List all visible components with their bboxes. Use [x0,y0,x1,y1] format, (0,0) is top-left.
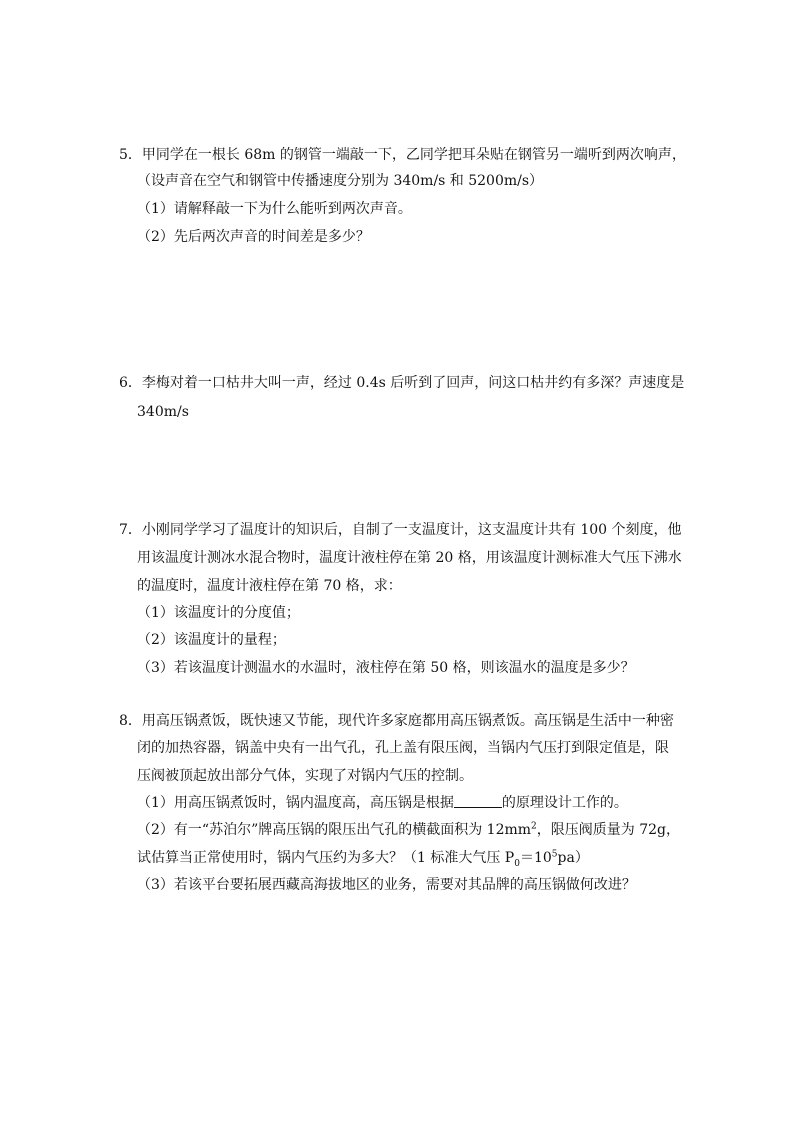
q7-line2: 用该温度计测冰水混合物时，温度计液柱停在第 20 格，用该温度计测标准大气压下沸水 [137,550,682,566]
q8-sub3: （3）若该平台要拓展西藏高海拔地区的业务，需要对其品牌的高压锅做何改进？ [137,877,636,893]
q8-line1 [119,712,674,730]
q7-sub2: （2）该温度计的量程； [137,632,286,648]
q8-line2: 闭的加热容器，锅盖中央有一出气孔，孔上盖有限压阀，当锅内气压打到限定值是，限 [137,740,669,756]
q6-text-1: 李梅对着一口枯井大叫一声，经过 0.4s 后听到了回声，问这口枯井约有多深？声速度是 [141,375,685,391]
q5-sub2: （2）先后两次声音的时间差是多少？ [137,229,370,245]
q8-sub2-text-a: （2）有一“苏泊尔”牌高压锅的限压出气孔的横截面积为 12mm [137,822,532,838]
q8-sub2-line2 [137,849,589,867]
q6-number: 6． [119,375,142,391]
q8-sub2-line2-superscript: 5 [551,849,558,860]
q7-sub1: （1）该温度计的分度值； [137,605,300,621]
q5-line2: （设声音在空气和钢管中传播速度分别为 340m/s 和 5200m/s） [137,173,544,189]
q8-sub1-text-a: （1）用高压锅煮饭时，锅内温度高，高压锅是根据 [137,795,454,811]
q8-sub2-line2-subscript: 0 [514,858,520,869]
q7-text-1: 小刚同学学习了温度计的知识后，自制了一支温度计，这支温度计共有 100 个刻度，他 [141,522,682,538]
q8-sub2-superscript: 2 [531,821,537,832]
q8-sub2-text-b: ，限压阀质量为 72g， [536,822,681,838]
q8-sub2-line2-text-b: ＝10 [519,850,552,866]
answer-blank [454,793,502,808]
q6-line1 [119,374,684,392]
q7-number: 7． [119,522,142,538]
q5-sub1: （1）请解释敲一下为什么能听到两次声音。 [137,201,412,217]
q8-sub2-line2-text-a: 试估算当正常使用时，锅内气压约为多大？（1 标准大气压 P [137,850,515,866]
q8-sub2 [137,821,680,839]
q7-line1 [119,521,682,539]
q7-line3: 的温度时，温度计液柱停在第 70 格，求： [137,578,402,594]
q5-line1 [119,146,686,164]
q8-text-1: 用高压锅煮饭，既快速又节能，现代许多家庭都用高压锅煮饭。高压锅是生活中一种密 [141,713,674,729]
q8-number: 8． [119,713,142,729]
q8-sub1-text-b: 的原理设计工作的。 [501,795,628,811]
q5-number: 5． [119,147,142,163]
q8-line3: 压阀被顶起放出部分气体，实现了对锅内气压的控制。 [137,768,473,784]
q7-sub3: （3）若该温度计测温水的水温时，液柱停在第 50 格，则该温水的温度是多少？ [137,660,635,676]
q8-sub2-line2-text-c: pa） [557,850,589,866]
q5-text-1: 甲同学在一根长 68m 的钢管一端敲一下，乙同学把耳朵贴在钢管另一端听到两次响声， [141,147,686,163]
q6-line2: 340m/s [137,404,189,420]
q8-sub1 [137,793,628,812]
